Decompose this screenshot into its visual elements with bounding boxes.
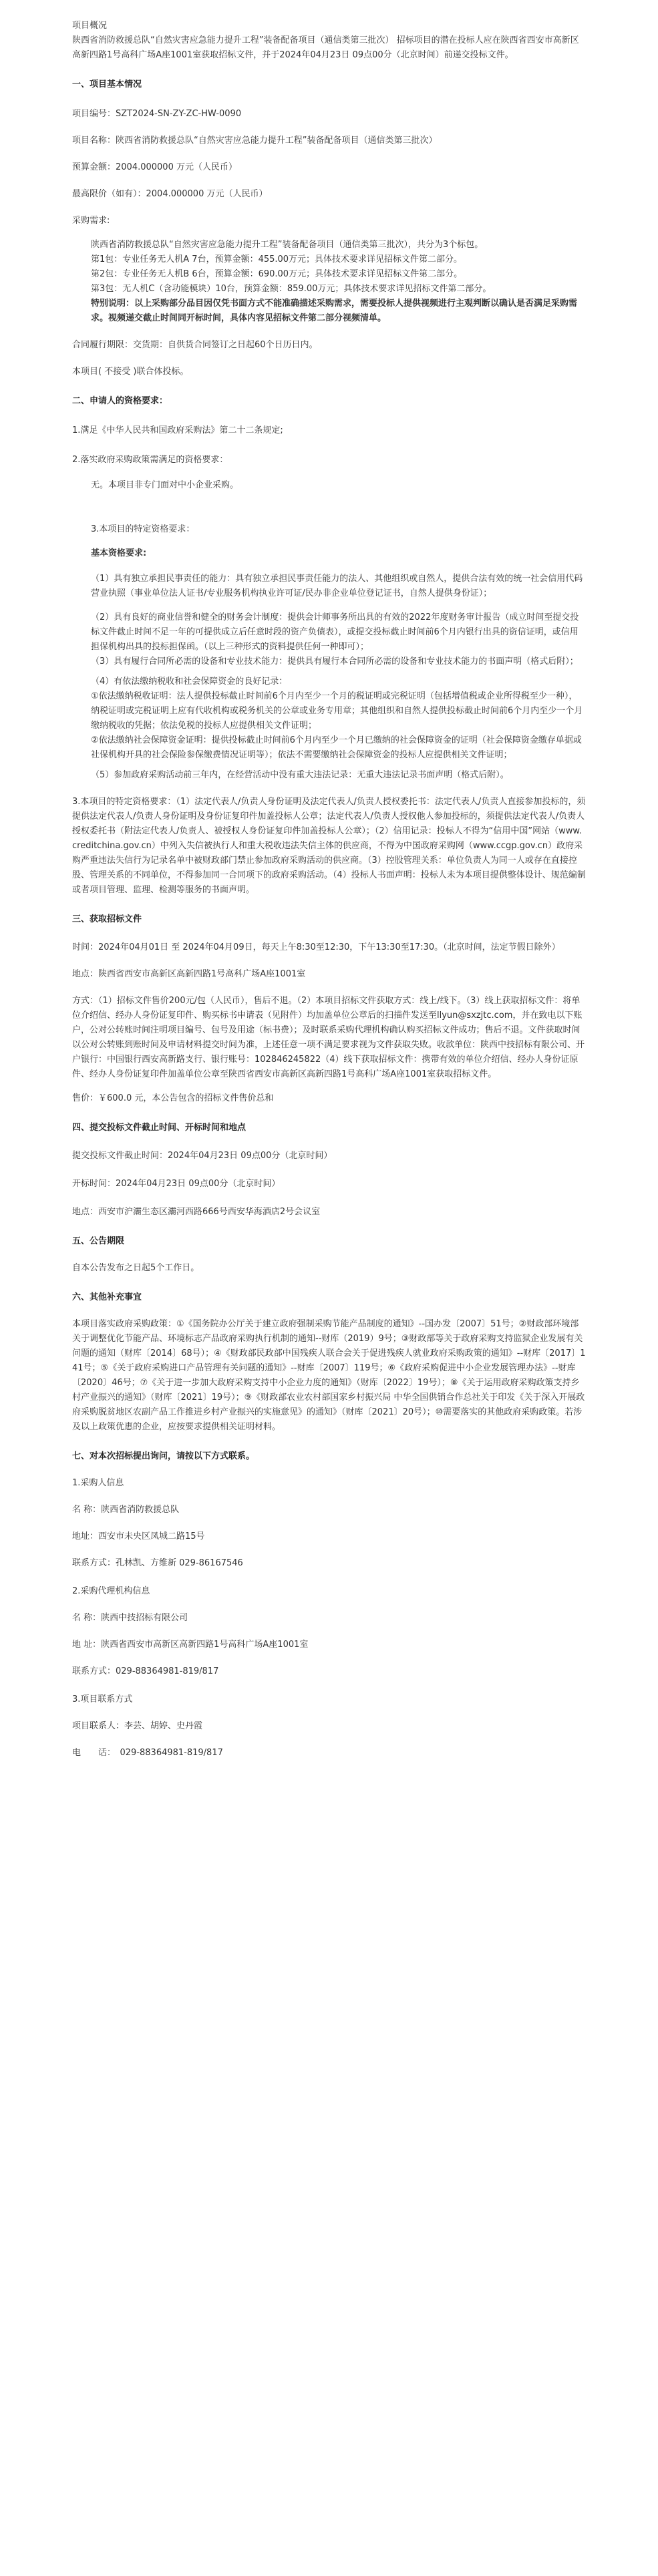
paragraph: 第1包：专业任务无人机A 7台，预算金额：455.00万元；具体技术要求详见招标文件第二部分。 — [91, 254, 463, 264]
paragraph: 售价：￥600.0 元，本公告包含的招标文件售价总和 — [72, 1093, 274, 1103]
paragraph: 2.采购代理机构信息 — [72, 1586, 150, 1596]
paragraph: 3.本项目的特定资格要求：（1）法定代表人/负责人身份证明及法定代表人/负责人授权委托书：法定代表人/负责人直接参加投标的，须提供法定代表人/负责人身份证明及身份证复印件加盖投标人公章；法定代表人/负责人授权他人参加投标的，须提供法定代表人/负责人授权委托书（附法定代表人/负责人、被授权人身份证复印件加盖投标人公章）；（2）信用记录：投标人不得为“信用中国”网站（www.creditchina.gov.cn）中列入失信被执行人和重大税收违法失信主体的供应商，不得为中国政府采购网（www.ccgp.gov.cn）政府采购严重违法失信行为记录名单中被财政部门禁止参加政府采购活动的供应商。（3）控股管理关系：单位负责人为同一人或存在直接控股、管理关系的不同单位，不得参加同一合同项下的政府采购活动。（4）投标人书面声明：投标人未为本项目提供整体设计、规范编制或者项目管理、监理、检测等服务的书面声明。 — [72, 797, 586, 895]
paragraph: 本项目落实政府采购政策：①《国务院办公厅关于建立政府强制采购节能产品制度的通知》--国办发〔2007〕51号；②财政部环境部关于调整优化节能产品、环境标志产品政府采购执行机制的通知--财库（2019）9号；③财政部等关于政府采购支持监狱企业发展有关问题的通知（财库〔2014〕68号）；④《财政部民政部中国残疾人联合会关于促进残疾人就业政府采购政策的通知》--财库〔2017〕141号；⑤《关于政府采购进口产品管理有关问题的通知》--财库〔2007〕119号；⑥《政府采购促进中小企业发展管理办法》--财库〔2020〕46号；⑦《关于进一步加大政府采购支持中小企业力度的通知》（财库〔2022〕19号）；⑧《关于运用政府采购政策支持乡村产业振兴的通知》（财库〔2021〕19号）；⑨《财政部农业农村部国家乡村振兴局 中华全国供销合作总社关于印发《关于深入开展政府采购脱贫地区农副产品工作推进乡村产业振兴的实施意见》的通知》（财库〔2021〕20号）；⑩需要落实的其他政府采购政策。若涉及以上政策优惠的企业，应按要求提供相关证明材料。 — [72, 1319, 586, 1432]
paragraph: 时间：2024年04月01日 至 2024年04月09日，每天上午8:30至12:30，下午13:30至17:30。（北京时间，法定节假日除外） — [72, 942, 560, 952]
paragraph: 预算金额：2004.000000 万元（人民币） — [72, 162, 237, 172]
paragraph-bold: 特别说明：以上采购部分品目因仅凭书面方式不能准确描述采购需求，需要投标人提供视频进行主观判断以确认是否满足采购需求。视频递交截止时间同开标时间，具体内容见招标文件第二部分视频清单。 — [91, 299, 578, 323]
paragraph: 采购需求: — [72, 216, 110, 226]
section-heading: 五、公告期限 — [72, 1236, 125, 1246]
paragraph: 2.落实政府采购政策需满足的资格要求： — [72, 455, 228, 465]
paragraph: 最高限价（如有）：2004.000000 万元（人民币） — [72, 189, 268, 199]
paragraph: （5）参加政府采购活动前三年内，在经营活动中没有重大违法记录：无重大违法记录书面声明（格式后附）。 — [91, 770, 509, 780]
paragraph-bold: 基本资格要求: — [91, 548, 147, 558]
paragraph: 第3包：无人机C（含功能模块）10台，预算金额：859.00万元；具体技术要求详见招标文件第二部分。 — [91, 284, 492, 294]
paragraph: 地址：西安市未央区凤城二路15号 — [72, 1531, 205, 1541]
paragraph: 陕西省消防救援总队“自然灾害应急能力提升工程”装备配备项目（通信类第三批次），共分为3个标包。 — [91, 240, 484, 250]
paragraph: 3.项目联系方式 — [72, 1694, 133, 1704]
paragraph: 项目名称：陕西省消防救援总队“自然灾害应急能力提升工程”装备配备项目（通信类第三批次） — [72, 136, 438, 146]
paragraph: 合同履行期限：交货期：自供货合同签订之日起60个日历日内。 — [72, 340, 318, 350]
paragraph: 项目联系人：李芸、胡婷、史丹霞 — [72, 1721, 203, 1731]
paragraph: （4）有依法缴纳税收和社会保障资金的良好记录： — [91, 677, 288, 687]
paragraph: 联系方式：孔林凯、方维新 029-86167546 — [72, 1558, 243, 1568]
paragraph: 联系方式：029-88364981-819/817 — [72, 1666, 219, 1676]
paragraph: ②依法缴纳社会保障资金证明：提供投标截止时间前6个月内至少一个月已缴纳的社会保障资金的证明（社会保障资金缴存单据或社保机构开具的社会保险参保缴费情况证明等）；依法不需要缴纳社会保障资金的投标人应提供相关文件证明； — [91, 735, 582, 760]
paragraph: 方式：（1）招标文件售价200元/包（人民币），售后不退。（2）本项目招标文件获取方式：线上/线下。（3）线上获取招标文件：将单位介绍信、经办人身份证复印件、购买标书申请表（见附件）均加盖单位公章后的扫描件发送至llyun@sxzjtc.com，并在致电以下账户，公对公转账时间注明项目编号、包号及用途（标书费）；及时联系采购代理机构确认购买招标文件成功；售后不退。文件获取时间以公对公转账到账时间及申请材料提交时间为准，上述任意一项不满足要求视为文件获取失败。收款单位：陕西中技招标有限公司、开户银行：中国银行西安高新路支行、银行账号：102846245822（4）线下获取招标文件：携带有效的单位介绍信、经办人身份证原件、经办人身份证复印件加盖单位公章至陕西省西安市高新区高新四路1号高科广场A座1001室获取招标文件。 — [72, 996, 585, 1079]
paragraph: 名 称：陕西省消防救援总队 — [72, 1505, 180, 1515]
paragraph: 项目编号：SZT2024-SN-ZY-ZC-HW-0090 — [72, 109, 242, 119]
paragraph: 无。本项目非专门面对中小企业采购。 — [91, 480, 239, 490]
paragraph: ①依法缴纳税收证明：法人提供投标截止时间前6个月内至少一个月的税证明或完税证明（包括增值税或企业所得税至少一种），纳税证明或完税证明上应有代收机构或税务机关的公章或业务专用章；其他组织和自然人提供投标截止时间前6个月内至少一个月缴纳税收的凭据；依法免税的投标人应提供相关文件证明； — [91, 691, 583, 731]
paragraph: 提交投标文件截止时间：2024年04月23日 09点00分（北京时间） — [72, 1151, 333, 1161]
paragraph: （1）具有独立承担民事责任的能力：具有独立承担民事责任能力的法人、其他组织或自然人，提供合法有效的统一社会信用代码营业执照（事业单位法人证书/专业服务机构执业许可证/民办非企业单位登记证书，自然人提供身份证）； — [91, 574, 583, 598]
paragraph: 地点：陕西省西安市高新区高新四路1号高科广场A座1001室 — [72, 969, 306, 979]
section-heading: 二、申请人的资格要求： — [72, 396, 168, 406]
paragraph: 自本公告发布之日起5个工作日。 — [72, 1263, 200, 1273]
paragraph: 陕西省消防救援总队“自然灾害应急能力提升工程”装备配备项目（通信类第三批次） 招标项目的潜在投标人应在陕西省西安市高新区高新四路1号高科广场A座1001室获取招标文件，并于2024年04月23日 09点00分（北京时间）前递交投标文件。 — [72, 35, 579, 60]
paragraph: 开标时间：2024年04月23日 09点00分（北京时间） — [72, 1179, 281, 1189]
section-heading: 四、提交投标文件截止时间、开标时间和地点 — [72, 1123, 246, 1133]
section-heading: 三、获取招标文件 — [72, 914, 142, 924]
section-heading: 一、项目基本情况 — [72, 79, 142, 89]
paragraph: 项目概况 — [72, 21, 108, 31]
paragraph: 地 址：陕西省西安市高新区高新四路1号高科广场A座1001室 — [72, 1640, 309, 1650]
paragraph: 3.本项目的特定资格要求： — [91, 524, 195, 534]
paragraph: 地点：西安市沪灞生态区灞河西路666号西安华海酒店2号会议室 — [72, 1207, 321, 1217]
paragraph: 本项目( 不接受 )联合体投标。 — [72, 367, 189, 377]
paragraph: 名 称：陕西中技招标有限公司 — [72, 1613, 188, 1623]
paragraph: 1.采购人信息 — [72, 1478, 124, 1488]
paragraph: （2）具有良好的商业信誉和健全的财务会计制度：提供会计师事务所出具的有效的2022年度财务审计报告（成立时间至提交投标文件截止时间不足一年的可提供成立后任意时段的资产负债表），或提交投标截止时间前6个月内银行出具的资信证明，或信用担保机构出具的投标担保函。（以上三种形式的资料提供任何一种即可）； — [91, 612, 579, 652]
paragraph: 第2包：专业任务无人机B 6台，预算金额：690.00万元；具体技术要求详见招标文件第二部分。 — [91, 269, 463, 279]
section-heading: 七、对本次招标提出询问，请按以下方式联系。 — [72, 1451, 255, 1461]
paragraph: （3）具有履行合同所必需的设备和专业技术能力：提供具有履行本合同所必需的设备和专业技术能力的书面声明（格式后附）； — [91, 657, 579, 667]
section-heading: 六、其他补充事宜 — [72, 1292, 142, 1302]
paragraph: 1.满足《中华人民共和国政府采购法》第二十二条规定; — [72, 425, 283, 435]
paragraph: 电 话： 029-88364981-819/817 — [72, 1748, 223, 1758]
